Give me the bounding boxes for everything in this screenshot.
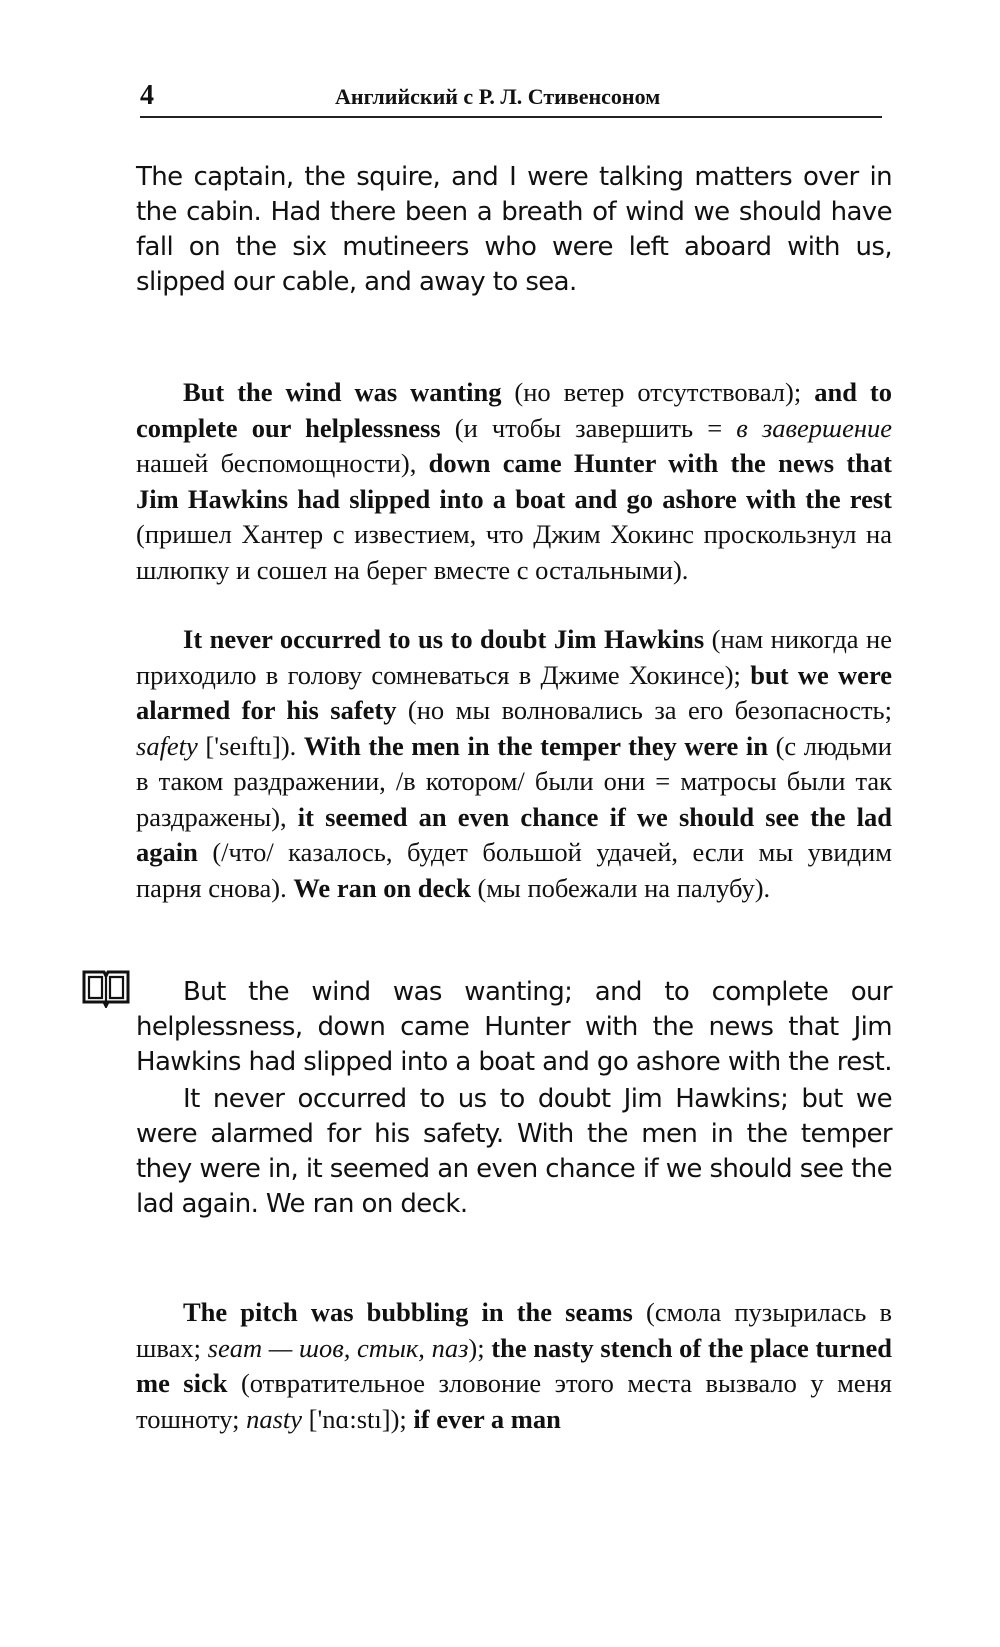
translation-italic: в завершение xyxy=(736,412,892,443)
running-title: Английский с Р. Л. Стивенсоном xyxy=(335,84,661,109)
english-phrase: the nasty stench of the place turned me sick xyxy=(136,1332,892,1398)
translation: (пришел Хантер с известием, что Джим Хокинс проскользнул на шлюпку и сошел на берег вместе с остальными). xyxy=(136,519,892,585)
annotated-paragraph-1 xyxy=(136,375,892,588)
english-phrase: But the wind was wanting xyxy=(183,377,502,407)
english-phrase: it seemed an even chance if we should see the lad again xyxy=(136,801,892,867)
english-phrase: It never occurred to us to doubt Jim Hawkins xyxy=(183,624,705,654)
annotated-paragraph-3 xyxy=(136,1295,892,1437)
translation: (нам никогда не приходило в голову сомневаться в Джиме Хокинсе); xyxy=(136,624,892,690)
english-phrase: down came Hunter with the news that Jim Hawkins had slipped into a boat and go ashore with the rest xyxy=(136,448,892,514)
translation: (мы побежали на палубу). xyxy=(470,872,771,903)
english-phrase: The pitch was bubbling in the seams xyxy=(183,1297,633,1327)
translation: (но ветер отсутствовал); xyxy=(501,377,815,407)
translation: (и чтобы завершить = xyxy=(440,412,737,443)
translation: (/что/ казалось, будет большой удачей, если мы увидим парня снова). xyxy=(136,837,892,903)
translation: нашей беспомощности), xyxy=(136,448,429,478)
translation: (отвратительное зловоние этого места вызвало у меня тошноту; xyxy=(136,1368,892,1434)
english-phrase: With the men in the temper they were in xyxy=(303,730,768,761)
english-phrase: We ran on deck xyxy=(293,872,471,903)
translation: (с людьми в таком раздражении, /в котором/ были они = матросы были так раздражены), xyxy=(136,730,892,832)
translation: ); xyxy=(468,1332,492,1363)
transcription: ['nɑ:stı]); xyxy=(302,1403,414,1434)
plain-paragraph-2: It never occurred to us to doubt Jim Hawkins; but we were alarmed for his safety. With the men in the temper they were in, it seemed an even chance if we should see the lad again. We ran on deck. xyxy=(136,1084,892,1219)
translation-italic: seam — шов, стык, паз xyxy=(207,1332,469,1363)
open-book-icon xyxy=(80,968,132,1008)
translation: (смола пузырилась в швах; xyxy=(136,1297,892,1363)
translation: (но мы волновались за его безопасность; xyxy=(396,695,892,725)
page-number: 4 xyxy=(140,80,154,111)
running-header xyxy=(140,78,882,118)
plain-paragraph-1: But the wind was wanting; and to complete our helplessness, down came Hunter with the news that Jim Hawkins had slipped into a boat and go ashore with the rest. xyxy=(136,977,892,1077)
english-phrase: if ever a man xyxy=(413,1403,561,1434)
transcription: ['seıftı]). xyxy=(197,730,304,761)
transcription-word: safety xyxy=(136,730,198,761)
transcription-word: nasty xyxy=(246,1403,303,1434)
english-phrase: but we were alarmed for his safety xyxy=(136,659,892,725)
annotated-paragraph-2 xyxy=(136,622,892,906)
intro-paragraph: The captain, the squire, and I were talking matters over in the cabin. Had there been a breath of wind we should have fall on the six mutineers who were left aboard with us, slipped our cable, and away to sea. xyxy=(136,162,892,297)
english-phrase: and to complete our helplessness xyxy=(136,377,892,443)
